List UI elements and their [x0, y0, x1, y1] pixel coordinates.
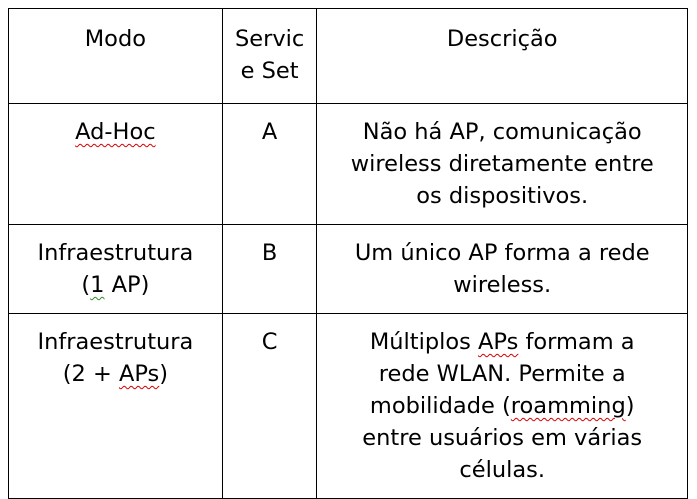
- description-l3-pre: mobilidade (: [369, 393, 511, 419]
- table-row: [9, 314, 688, 499]
- description-line: Um único AP forma a rede: [354, 240, 650, 266]
- cell-description: [317, 314, 688, 499]
- header-mode: [9, 9, 223, 104]
- description-line: os dispositivos.: [416, 183, 589, 209]
- header-service-set: [222, 9, 317, 104]
- description-l1-post: formam a: [518, 329, 635, 355]
- table-row: [9, 225, 688, 314]
- cell-mode: [9, 314, 223, 499]
- header-service-set-line1: Servic: [234, 26, 305, 52]
- description-l1-pre: Múltiplos: [369, 329, 479, 355]
- service-set-value: B: [261, 240, 278, 266]
- service-set-table: [8, 8, 688, 499]
- mode-line1: Infraestrutura: [37, 240, 194, 266]
- cell-description: [317, 104, 688, 225]
- mode-prefix: (2 +: [62, 361, 119, 387]
- header-description: [317, 9, 688, 104]
- description-line: wireless diretamente entre: [350, 151, 654, 177]
- mode-number: 1: [90, 272, 105, 298]
- header-service-set-line2: e Set: [240, 58, 299, 84]
- cell-service-set: [222, 314, 317, 499]
- cell-description: [317, 225, 688, 314]
- mode-adhoc: Ad-Hoc: [75, 119, 156, 145]
- description-l1-aps: APs: [478, 329, 519, 355]
- table-header-row: [9, 9, 688, 104]
- mode-suffix: ): [159, 361, 169, 387]
- cell-mode: [9, 104, 223, 225]
- description-l3-post: ): [625, 393, 635, 419]
- header-description-label: Descrição: [446, 26, 558, 52]
- mode-aps: APs: [118, 361, 160, 387]
- description-line: wireless.: [453, 272, 552, 298]
- description-line: rede WLAN. Permite a: [378, 361, 626, 387]
- description-l3-roamming: roamming: [510, 393, 626, 419]
- cell-service-set: [222, 225, 317, 314]
- mode-rest: AP): [104, 272, 150, 298]
- description-line: entre usuários em várias: [362, 425, 643, 451]
- cell-service-set: [222, 104, 317, 225]
- description-line: Não há AP, comunicação: [362, 119, 642, 145]
- service-set-value: A: [261, 119, 278, 145]
- table-row: [9, 104, 688, 225]
- mode-open-paren: (: [81, 272, 91, 298]
- cell-mode: [9, 225, 223, 314]
- description-line: células.: [459, 457, 546, 483]
- service-set-value: C: [261, 329, 278, 355]
- mode-line1: Infraestrutura: [37, 329, 194, 355]
- header-mode-label: Modo: [84, 26, 146, 52]
